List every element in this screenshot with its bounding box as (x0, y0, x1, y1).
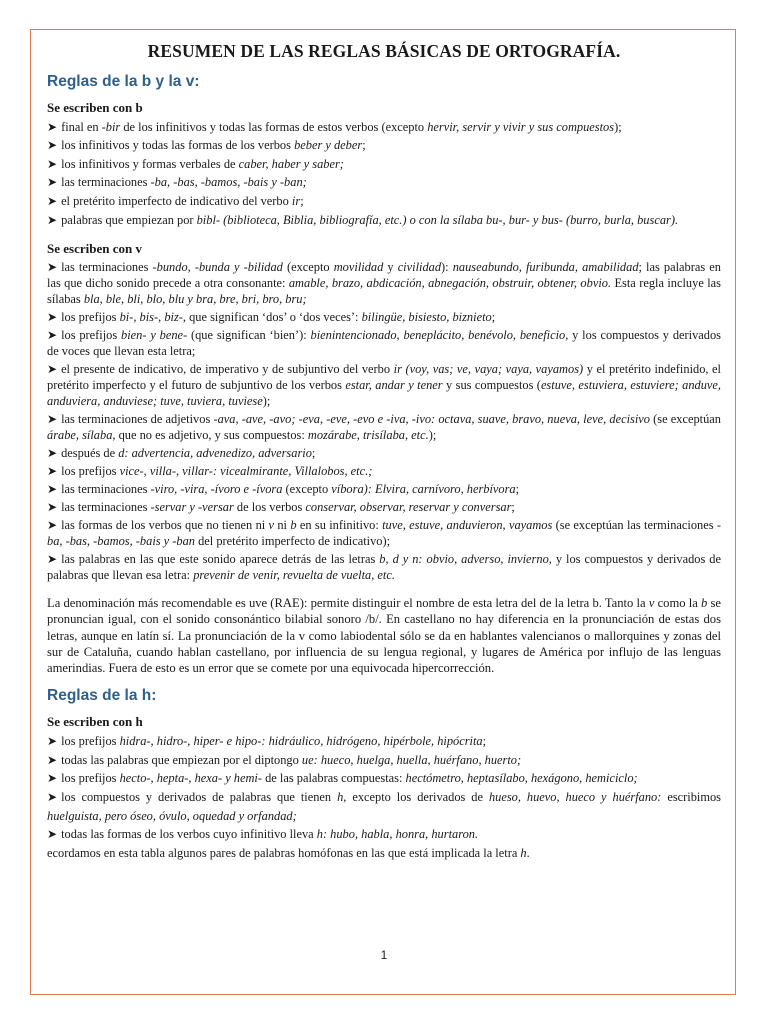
rule-text: de los infinitivos y todas las formas de estos verbos (excepto (120, 119, 428, 134)
rule-item (47, 551, 721, 583)
example-text: bien- y bene- (121, 328, 188, 343)
rule-text: después de (61, 446, 119, 461)
example-text: bilingüe, bisiesto, biznieto (361, 310, 492, 325)
arrow-bullet-icon: ➤ (47, 552, 58, 567)
example-text: -bir (101, 119, 121, 134)
example-text: bibl- (biblioteca, Biblia, bibliografía, etc.) o con la sílaba bu-, bur- y bus- (burro, burla, buscar). (196, 212, 679, 227)
rule-text: los infinitivos y formas verbales de (61, 156, 239, 171)
arrow-bullet-icon: ➤ (47, 362, 58, 377)
rule-list-v (47, 259, 721, 583)
example-text: caber, haber y saber; (238, 156, 344, 171)
subheading-b: Se escriben con b (47, 99, 143, 115)
example-text: v (648, 596, 655, 611)
example-text: -ba, -bas, -bamos, -bais y -ban; (150, 175, 307, 190)
rule-text: las palabras en las que este sonido aparece detrás de las letras (61, 552, 380, 567)
rule-text: , excepto los derivados de (343, 789, 489, 804)
rule-item (47, 192, 721, 211)
rule-item (47, 788, 721, 825)
rule-item (47, 481, 721, 497)
example-text: ue: hueco, huelga, huella, huérfano, huerto; (301, 752, 522, 767)
rule-text: en su infinitivo: (296, 518, 383, 533)
example-text: hecto-, hepta-, hexa- y hemi- (119, 771, 263, 786)
rule-text: ; (482, 734, 487, 749)
rule-text: los prefijos (61, 328, 122, 343)
rule-text: (excepto (282, 482, 332, 497)
arrow-bullet-icon: ➤ (47, 328, 58, 343)
example-text: hectómetro, heptasílabo, hexágono, hemiciclo; (405, 771, 638, 786)
arrow-bullet-icon: ➤ (47, 310, 58, 325)
example-text: -viro, -vira, -ívoro e -ívora (150, 482, 283, 497)
rule-item (47, 825, 721, 844)
rule-text: las terminaciones (61, 260, 153, 275)
rule-text: las formas de los verbos que no tienen ni (61, 518, 269, 533)
rule-text: todas las palabras que empiezan por el diptongo (61, 752, 302, 767)
rule-text: (se exceptúan las terminaciones (552, 518, 717, 533)
example-text: ir (voy, vas; ve, vaya; vaya, vayamos) (393, 362, 584, 377)
rule-text: ): (441, 260, 453, 275)
example-text: bi-, bis-, biz- (119, 310, 183, 325)
arrow-bullet-icon: ➤ (47, 500, 58, 515)
example-text: prevenir de venir, revuelta de vuelta, etc. (193, 568, 395, 583)
example-text: v (268, 518, 275, 533)
arrow-bullet-icon: ➤ (47, 260, 58, 275)
example-text: estuve, estuviera, estuviere; anduve, anduviera, anduviese; tuve, tuviera, tuviese (47, 378, 721, 409)
note-text: La denominación más recomendable es uve (RAE): permite distinguir el nombre de esta letra del de la letra b. Tanto la (47, 596, 649, 611)
rule-text: ; (311, 446, 316, 461)
example-text: b (701, 596, 708, 611)
rule-item (47, 361, 721, 409)
rule-item (47, 499, 721, 515)
rule-text: ); (614, 119, 622, 134)
rule-item (47, 327, 721, 359)
rule-text: escribimos (661, 789, 722, 804)
rule-item (47, 517, 721, 549)
rule-text: (se exceptúan (649, 412, 721, 427)
rule-item (47, 445, 721, 461)
example-text: tuve, estuve, anduvieron, vayamos (382, 518, 553, 533)
example-text: árabe, sílaba (47, 428, 113, 443)
example-text: b (290, 518, 297, 533)
example-text: -bundo, -bunda y -bilidad (152, 260, 283, 275)
uve-note-paragraph (47, 595, 721, 676)
example-text: amable, brazo, abdicación, abnegación, obstruir, obtener, obvio. (288, 276, 612, 291)
rule-item (47, 769, 721, 788)
rule-text: Esta regla incluye las sílabas (47, 276, 721, 307)
rule-text: y el pretérito indefinido, el pretérito imperfecto y el futuro de subjuntivo de los verbos (47, 362, 721, 393)
example-text: conservar, observar, reservar y conversar (305, 500, 512, 515)
arrow-bullet-icon: ➤ (47, 827, 58, 842)
example-text: -servar y -versar (150, 500, 234, 515)
arrow-bullet-icon: ➤ (47, 175, 58, 190)
rule-text: ni (274, 518, 291, 533)
example-text: ir (291, 193, 301, 208)
arrow-bullet-icon: ➤ (47, 156, 58, 171)
rule-text: los prefijos (61, 734, 120, 749)
rule-text: el pretérito imperfecto de indicativo del verbo (61, 193, 292, 208)
example-text: -ba, -bas, -bamos, -bais y -ban (47, 518, 722, 549)
rule-text: de las palabras compuestas: (262, 771, 406, 786)
rule-text: ); (262, 394, 271, 409)
rule-list-h (47, 732, 721, 844)
arrow-bullet-icon: ➤ (47, 412, 58, 427)
rule-text: los compuestos y derivados de palabras que tienen (61, 789, 338, 804)
example-text: mozárabe, trisílaba, etc. (307, 428, 429, 443)
rule-text: y (383, 260, 398, 275)
rule-text: ecordamos en esta tabla algunos pares de palabras homófonas en las que está implicada la letra (47, 845, 521, 860)
example-text: nauseabundo, furibunda, amabilidad (452, 260, 639, 275)
arrow-bullet-icon: ➤ (47, 212, 58, 227)
example-text: h: hubo, habla, honra, hurtaron. (316, 827, 479, 842)
rule-text: ; (515, 482, 520, 497)
rule-text: de los verbos (233, 500, 306, 515)
rule-text: ); (428, 428, 437, 443)
subheading-v: Se escriben con v (47, 241, 142, 257)
example-text: hervir, servir y vivir y sus compuestos (427, 119, 615, 134)
example-text: hidra-, hidro-, hiper- e hipo-: hidráulico, hidrógeno, hipérbole, hipócrita (119, 734, 483, 749)
rule-text: las terminaciones de adjetivos (61, 412, 214, 427)
example-text: beber y deber (294, 138, 363, 153)
arrow-bullet-icon: ➤ (47, 752, 58, 767)
rule-text: y sus compuestos ( (442, 378, 541, 393)
page-title: RESUMEN DE LAS REGLAS BÁSICAS DE ORTOGRAFÍA. (147, 41, 621, 61)
rule-text: (que significan ‘bien’): (187, 328, 311, 343)
rule-text: el presente de indicativo, de imperativo y de subjuntivo del verbo (61, 362, 394, 377)
section-heading-h: Reglas de la h: (47, 687, 157, 705)
rule-text: ; las palabras en las que dicho sonido precede a otra consonante: (47, 260, 721, 291)
document-body (47, 42, 721, 862)
rule-text: ; (491, 310, 496, 325)
example-text: movilidad (333, 260, 384, 275)
rule-item (47, 751, 721, 770)
example-text: víbora): Elvira, carnívoro, herbívora (331, 482, 516, 497)
rule-text: , y los compuestos y derivados de voces que llevan esta letra; (47, 328, 721, 359)
rule-text: ; (300, 193, 304, 208)
rule-text: final en (61, 119, 102, 134)
section-heading-bv: Reglas de la b y la v: (47, 72, 200, 90)
example-text: civilidad (397, 260, 442, 275)
note-text: como la (654, 596, 702, 611)
example-text: h (337, 789, 344, 804)
example-text: h (520, 845, 527, 860)
note-text: se pronuncian igual, con el sonido consonántico bilabial sonoro /b/. En castellano no hay diferencia en la pronunciación de estas dos letras, aunque en latín sí. La pronunciación de la v como labiodental sólo se da en hablantes valencianos o mallorquines y zonas del sur de Cataluña, cuando hablan castellano, por influencia de su lengua regional, y lugares de América por influjo de las lenguas amerindias. Fuera de esto es un error que se comete por una equivocada hipercorrección. (47, 596, 722, 675)
example-text: bienintencionado, beneplácito, benévolo, beneficio (310, 328, 566, 343)
closing-line (47, 844, 721, 863)
example-text: huelguista, pero óseo, óvulo, oquedad y orfandad; (47, 808, 297, 823)
arrow-bullet-icon: ➤ (47, 119, 58, 134)
arrow-bullet-icon: ➤ (47, 138, 58, 153)
rule-text: palabras que empiezan por (61, 212, 197, 227)
rule-item (47, 732, 721, 751)
rule-text: las terminaciones (61, 500, 151, 515)
rule-text: . (526, 845, 530, 860)
rule-text: las terminaciones (61, 482, 151, 497)
example-text: b, d y n: obvio, adverso, invierno (379, 552, 549, 567)
rule-item (47, 411, 721, 443)
arrow-bullet-icon: ➤ (47, 734, 58, 749)
rule-text: , y los compuestos y derivados de palabras que llevan esa letra: (47, 552, 721, 583)
arrow-bullet-icon: ➤ (47, 482, 58, 497)
subheading-h: Se escriben con h (47, 714, 143, 730)
rule-text: los prefijos (61, 771, 120, 786)
arrow-bullet-icon: ➤ (47, 446, 58, 461)
rule-text: todas las formas de los verbos cuyo infinitivo lleva (61, 827, 317, 842)
example-text: d: advertencia, advenedizo, adversario (118, 446, 312, 461)
rule-text: los prefijos (61, 464, 120, 479)
arrow-bullet-icon: ➤ (47, 464, 58, 479)
rule-item (47, 211, 721, 230)
rule-text: ; (511, 500, 515, 515)
page-number: 1 (380, 948, 388, 962)
rule-text: los infinitivos y todas las formas de los verbos (61, 138, 295, 153)
rule-item (47, 173, 721, 192)
arrow-bullet-icon: ➤ (47, 789, 58, 804)
rule-item (47, 463, 721, 479)
rule-text: , que significan ‘dos’ o ‘dos veces’: (182, 310, 362, 325)
rule-text: las terminaciones (61, 175, 151, 190)
rule-item (47, 155, 721, 174)
example-text: hueso, huevo, hueco y huérfano: (488, 789, 662, 804)
rule-list-b (47, 118, 721, 230)
rule-text: del pretérito imperfecto de indicativo); (195, 534, 391, 549)
arrow-bullet-icon: ➤ (47, 771, 58, 786)
arrow-bullet-icon: ➤ (47, 193, 58, 208)
rule-item (47, 118, 721, 137)
arrow-bullet-icon: ➤ (47, 518, 58, 533)
example-text: vice-, villa-, villar-: vicealmirante, Villalobos, etc.; (119, 464, 373, 479)
example-text: bla, ble, bli, blo, blu y bra, bre, bri, bro, bru; (83, 292, 307, 307)
example-text: estar, andar y tener (345, 378, 443, 393)
rule-item (47, 136, 721, 155)
rule-text: los prefijos (61, 310, 120, 325)
rule-item (47, 309, 721, 325)
rule-text: , que no es adjetivo, y sus compuestos: (112, 428, 308, 443)
rule-text: ; (362, 138, 366, 153)
example-text: -ava, -ave, -avo; -eva, -eve, -evo e -iva, -ivo: octava, suave, bravo, nueva, leve, decisivo (213, 412, 650, 427)
rule-item (47, 259, 721, 307)
rule-text: (excepto (282, 260, 334, 275)
